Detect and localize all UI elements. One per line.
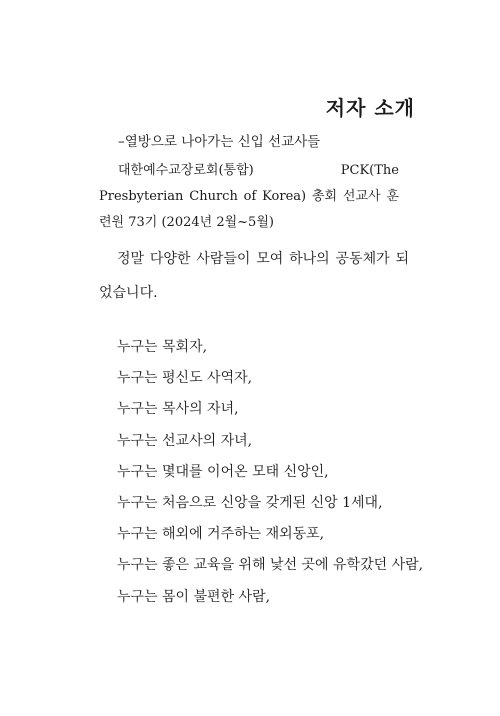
list-item: 누구는 선교사의 자녀, xyxy=(117,432,253,449)
section-title: 저자 소개 xyxy=(325,96,415,120)
intro-paragraph: 정말 다양한 사람들이 모여 하나의 공동체가 되었습니다. xyxy=(99,251,409,301)
organization-text: 대한예수교장로회(통합) PCK(The Presbyterian Church of Korea) 총회 선교사 훈련원 73기 (2024년 2월~5월) xyxy=(99,163,399,230)
list-item: 누구는 처음으로 신앙을 갖게된 신앙 1세대, xyxy=(117,494,383,511)
member-list xyxy=(117,332,423,613)
list-item: 누구는 좋은 교육을 위해 낯선 곳에 유학갔던 사람, xyxy=(117,557,424,574)
list-item: 누구는 목사의 자녀, xyxy=(117,401,239,418)
list-item: 누구는 몇대를 이어온 모태 신앙인, xyxy=(117,463,329,480)
list-item: 누구는 해외에 거주하는 재외동포, xyxy=(117,526,325,543)
section-subtitle: –열방으로 나아가는 신입 선교사들 xyxy=(118,134,321,150)
list-item: 누구는 몸이 불편한 사람, xyxy=(117,588,271,605)
list-item: 누구는 목회자, xyxy=(117,339,208,355)
list-item: 누구는 평신도 사역자, xyxy=(117,370,253,387)
